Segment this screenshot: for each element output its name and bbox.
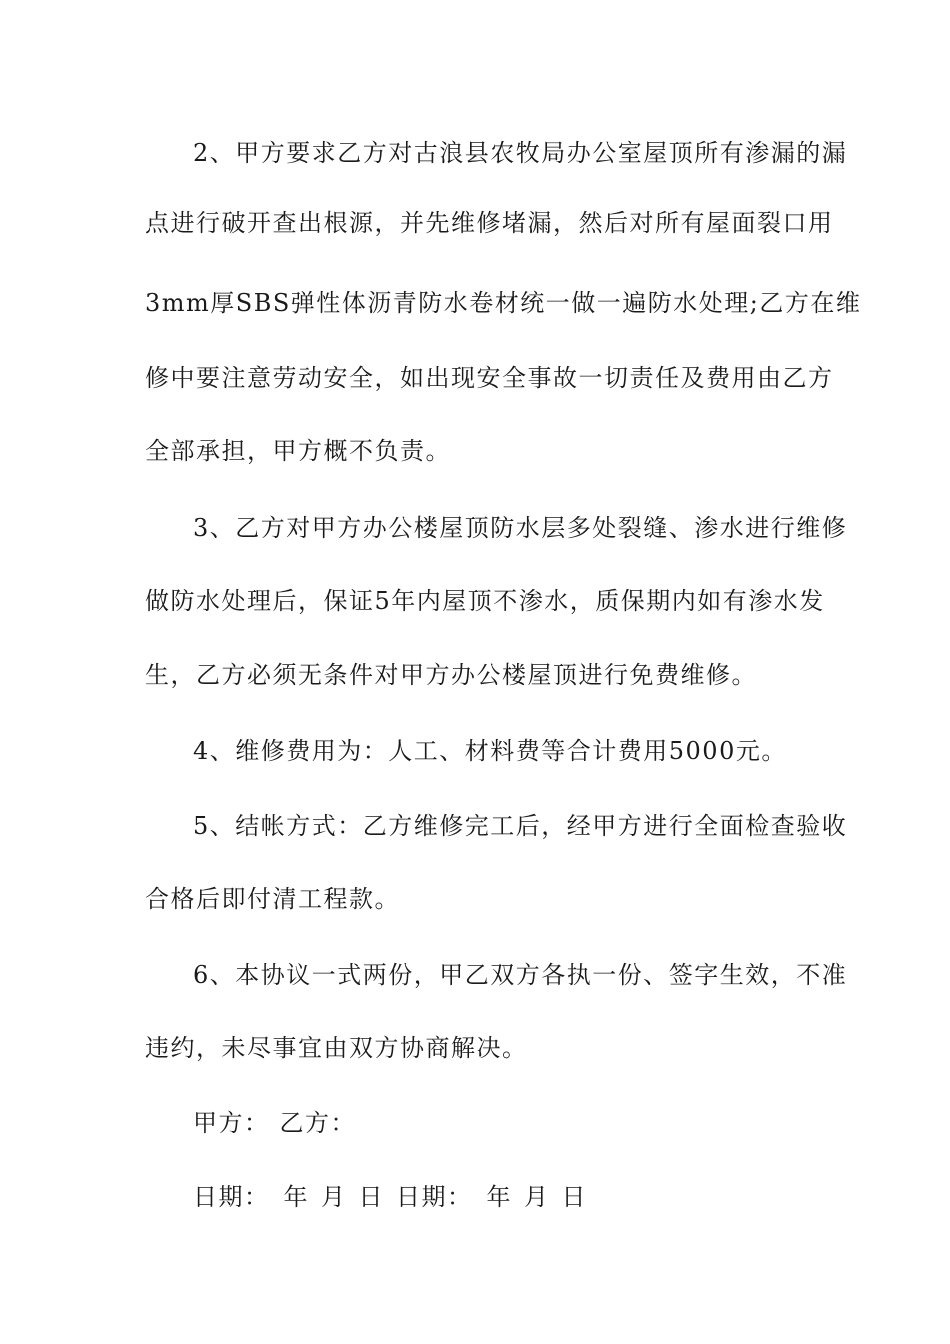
clause-2-line-3: 3mm厚SBS弹性体沥青防水卷材统一做一遍防水处理;乙方在维 [145,289,862,317]
party-b-day: 日 [561,1183,587,1211]
signature-line [0,1103,950,1143]
clause-3-line-2: 做防水处理后，保证5年内屋顶不渗水，质保期内如有渗水发 [145,587,825,615]
party-a-date-label: 日期： [193,1183,270,1211]
clause-6-line-2: 违约，未尽事宜由双方协商解决。 [145,1034,528,1062]
clause-2-line-1: 2、甲方要求乙方对古浪县农牧局办公室屋顶所有渗漏的漏 [193,139,848,167]
party-a-month: 月 [321,1183,347,1211]
clause-3-line-3: 生，乙方必须无条件对甲方办公楼屋顶进行免费维修。 [145,661,757,689]
party-b-label: 乙方： [279,1109,356,1137]
clause-6-line-1: 6、本协议一式两份，甲乙双方各执一份、签字生效，不准 [193,961,848,989]
party-a-day: 日 [358,1183,384,1211]
clause-4-line-1: 4、维修费用为：人工、材料费等合计费用5000元。 [193,737,787,765]
clause-2-line-5: 全部承担，甲方概不负责。 [145,437,451,465]
clause-5-line-2: 合格后即付清工程款。 [145,885,400,913]
clause-3-line-1: 3、乙方对甲方办公楼屋顶防水层多处裂缝、渗水进行维修 [193,514,848,542]
date-line [0,1177,950,1217]
party-a-label: 甲方： [193,1109,270,1137]
clause-5-line-1: 5、结帐方式：乙方维修完工后，经甲方进行全面检查验收 [193,812,848,840]
party-a-year: 年 [283,1183,309,1211]
clause-2-line-2: 点进行破开查出根源，并先维修堵漏，然后对所有屋面裂口用 [145,209,834,237]
party-b-month: 月 [524,1183,550,1211]
party-b-year: 年 [486,1183,512,1211]
party-b-date-label: 日期： [396,1183,473,1211]
clause-2-line-4: 修中要注意劳动安全，如出现安全事故一切责任及费用由乙方 [145,364,834,392]
